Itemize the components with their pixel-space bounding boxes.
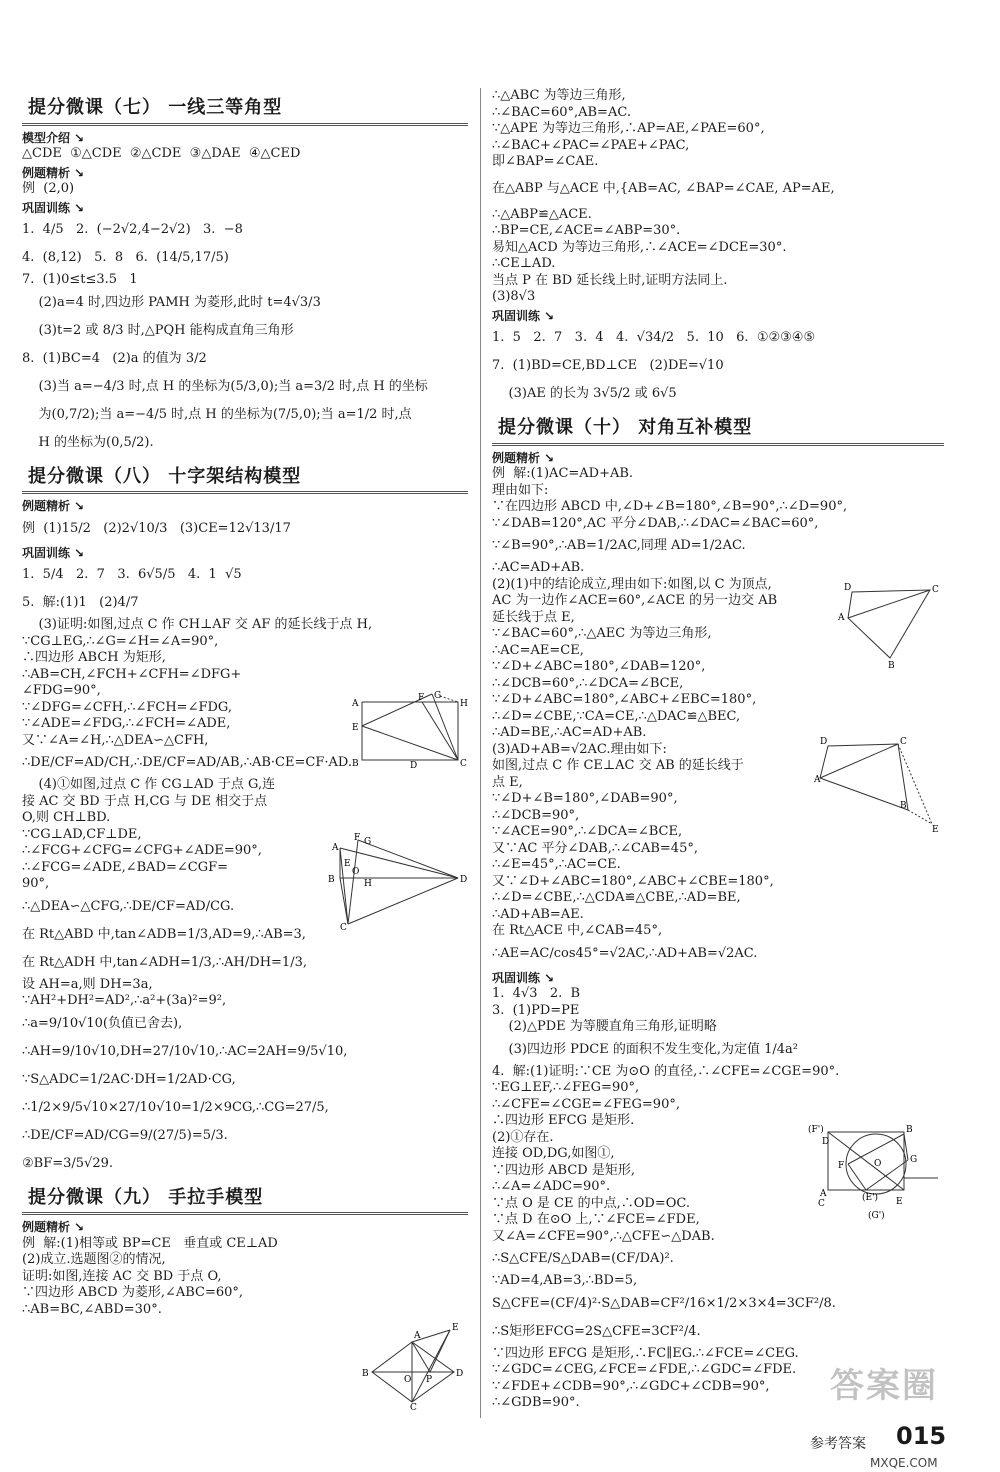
fig11-label: (E') [862,1193,879,1203]
answer-line: ∴S△CFE/S△DAB=(CF/DA)². [492,1251,674,1266]
section-9-body [22,1219,468,1318]
answer-line: 例 (2,0) [22,181,75,196]
answer-line: (2)①存在. [492,1129,554,1145]
column-divider [480,88,481,1418]
subsection-label: 巩固训练 ↘ [22,200,85,215]
answer-line: 1. 4/5 2. (−2√2,4−2√2) 3. −8 [22,222,243,237]
fig11-label: (G') [868,1211,885,1220]
answer-line: ∵∠D+∠B=180°,∠DAB=90°, [492,791,678,806]
subsection-label: 例题精析 ↘ [22,165,85,180]
answer-line: ∵∠DAB=120°,AC 平分∠DAB,∴∠DAC=∠BAC=60°, [492,515,819,531]
footer-label: 参考答案 [810,1436,866,1452]
arrow-icon: ↘ [74,165,85,180]
watermark-logo: 答案圈 [830,1366,938,1406]
answer-line: 4. (8,12) 5. 8 6. (14/5,17/5) [22,250,229,265]
answer-line: ∴a=9/10√10(负值已舍去), [22,1015,183,1031]
answer-line: ∵∠D+∠ABC=180°,∠ABC+∠EBC=180°, [492,692,757,707]
figure-circle-rectangle [808,1120,940,1220]
fig4-label: H [364,879,372,889]
answer-line: ∴S矩形EFCG=2S△CFE=3CF²/4. [492,1323,701,1339]
answer-line: ∵四边形 EFCG 是矩形,∴FC∥EG.∴∠FCE=∠CEG. [492,1345,799,1361]
answer-line: 例 解:(1)AC=AD+AB. [492,466,634,481]
answer-line: ∴四边形 EFCG 是矩形. [492,1113,635,1128]
answer-line: 在 Rt△ABD 中,tan∠ADB=1/3,AD=9,∴AB=3, [22,926,306,942]
answer-line: ∵∠ADE=∠FDG,∴∠FCH=∠ADE, [22,716,231,731]
answer-line: ∴∠D=∠CBE,∴△CDA≌△CBE,∴AD=BE, [492,890,741,905]
page-number: 015 [896,1422,947,1450]
fig11-label: E [896,1197,903,1207]
arrow-icon: ↘ [74,200,85,215]
answer-line: 又∠A=∠CFE=90°,∴△CFE∽△DAB. [492,1228,715,1244]
watermark-site: MXQE.COM [870,1456,938,1470]
answer-line: (3)AE 的长为 3√5/2 或 6√5 [492,386,677,401]
answer-line: ∴∠CFE=∠CGE=∠FEG=90°, [492,1096,680,1112]
answer-line: 即∠BAP=∠CAE. [492,154,599,169]
answer-line: (2)△PDE 为等腰直角三角形,证明略 [492,1019,717,1034]
answer-line: ∵△APE 为等边三角形,∴AP=AE,∠PAE=60°, [492,121,765,136]
answer-line: ∴1/2×9/5√10×27/10√10=1/2×9CG,∴CG=27/5, [22,1099,329,1115]
answer-line: (4)①如图,过点 C 作 CG⊥AD 于点 G,连 [22,777,276,792]
answer-line: 又∵∠D+∠ABC=180°,∠ABC+∠CBE=180°, [492,873,774,889]
fig9-label: C [410,1403,417,1410]
answer-line: 易知△ACD 为等边三角形,∴∠ACE=∠DCE=30°. [492,239,787,255]
answer-line: ∴BP=CE,∠ACE=∠ABP=30°. [492,223,681,238]
answer-line: ②BF=3/5√29. [22,1155,113,1171]
section-title-9: 提分微课（九） 手拉手模型 [22,1182,468,1216]
fig11-label: (F') [808,1125,824,1135]
answer-line: ∵∠GDC=∠CEG,∠FCE=∠FDE,∴∠GDC=∠FDE. [492,1362,797,1377]
answer-line: 90°, [22,876,50,891]
answer-line: ∴∠BAC+∠PAC=∠PAE+∠PAC, [492,137,690,153]
answer-line: 又∵AC 平分∠DAB,∴∠CAB=45°, [492,840,698,856]
answer-line: ∴△ABC 为等边三角形, [492,88,626,103]
fig5-label: H [460,699,468,709]
fig9-label: A [414,1331,421,1341]
answer-line: 7. (1)0≤t≤3.5 1 [22,272,138,287]
answer-line: 证明:如图,连接 AC 交 BD 于点 O, [22,1268,222,1284]
answer-line: ∴∠DCB=90°, [492,807,580,823]
section-title-10: 提分微课（十） 对角互补模型 [492,412,944,446]
arrow-icon: ↘ [544,308,555,323]
section-7-body [22,130,468,457]
section-title-8: 提分微课（八） 十字架结构模型 [22,461,468,495]
section-title-7: 提分微课（七） 一线三等角型 [22,92,468,126]
arrow-icon: ↘ [74,499,85,513]
fig10a-label: B [888,661,895,668]
answer-line: 4. 解:(1)证明:∵CE 为⊙O 的直径,∴∠CFE=∠CGE=90°. [492,1063,840,1079]
fig11-label: B [906,1125,913,1135]
answer-line: ∵∠DFG=∠CFH,∴∠FCH=∠FDG, [22,699,232,715]
section-9-continued [492,88,944,408]
answer-line: ∵点 D 在⊙O 上,∵∠FCE=∠FDE, [492,1212,700,1227]
fig4-label: G [364,837,372,847]
answer-line: 当点 P 在 BD 延长线上时,证明方法同上. [492,272,728,288]
arrow-icon: ↘ [74,545,85,560]
answer-line: ∴∠BAC=60°,AB=AC. [492,104,631,120]
figure-rhombus-abcd [358,1320,468,1410]
fig4-label: O [352,867,360,877]
answer-line: ∴AB=CH,∠FCH+∠CFH=∠DFG+ [22,666,242,682]
answer-line: ∴AD+AB=AE. [492,906,584,922]
answer-line: 例 (1)15/2 (2)2√10/3 (3)CE=12√13/17 [22,520,291,536]
answer-line: ∵CG⊥AD,CF⊥DE, [22,826,142,842]
fig4-label: F [354,833,361,843]
answer-line: (3)证明:如图,过点 C 作 CH⊥AF 交 AF 的延长线于点 H, [22,617,373,632]
answer-line: ∴∠A=∠ADC=90°. [492,1179,611,1194]
answer-line: ∵∠B=90°,∴AB=1/2AC,同理 AD=1/2AC. [492,538,746,553]
answer-line: ∴CE⊥AD. [492,256,556,271]
answer-line: 8. (1)BC=4 (2)a 的值为 3/2 [22,350,207,366]
fig10b-label: B [900,801,907,811]
fig4-label: A [332,843,339,853]
answer-line: 1. 5 2. 7 3. 4 4. √34/2 5. 10 6. ①②③④⑤ [492,330,816,345]
fig10a-label: C [932,585,939,595]
fig11-label: O [874,1159,882,1169]
answer-line: ∠FDG=90°, [22,683,101,698]
answer-line: ∴∠DCB=60°,∴∠DCA=∠BCE, [492,675,684,691]
fig9-label: P [426,1375,433,1385]
fig5-label: F [418,693,425,703]
answer-line: 理由如下: [492,482,549,498]
fig5-label: A [352,699,359,709]
answer-line: (3)t=2 或 8/3 时,△PQH 能构成直角三角形 [22,322,294,338]
fig10a-label: D [844,583,852,593]
answer-line: 延长线于点 E, [492,609,575,625]
answer-line: ∴DE/CF=AD/CH,∴DE/CF=AD/AB,∴AB·CE=CF·AD. [22,755,352,770]
fig4-label: C [340,923,347,930]
answer-line: 在 Rt△ACE 中,∠CAB=45°, [492,923,663,938]
arrow-icon: ↘ [544,450,555,465]
fig10b-label: A [814,775,821,785]
answer-line: ∵四边形 ABCD 为菱形,∠ABC=60°, [22,1285,244,1300]
answer-line: ∴∠FCG+∠CFG=∠CFG+∠ADE=90°, [22,843,262,858]
subsection-label: 巩固训练 ↘ [492,970,555,985]
answer-line: (2)成立.选题图②的情况, [22,1252,166,1267]
subsection-label: 例题精析 ↘ [22,1220,85,1234]
fig4-label: E [344,859,351,869]
answer-line: ∵S△ADC=1/2AC·DH=1/2AD·CG, [22,1071,236,1087]
fig5-label: E [352,723,359,733]
fig5-label: D [410,761,418,770]
answer-line: ∵EG⊥EF,∴∠FEG=90°, [492,1080,640,1095]
subsection-label: 巩固训练 ↘ [22,545,85,560]
answer-line: 又∵∠A=∠H,∴△DEA∽△CFH, [22,732,209,748]
fig11-label: C [818,1199,825,1209]
answer-line: O,则 CH⊥BD. [22,810,111,825]
answer-line: ∴AC=AE=CE, [492,642,584,658]
fig5-label: G [434,691,442,701]
answer-line: S△CFE=(CF/4)²·S△DAB=CF²/16×1/2×3×4=3CF²/8. [492,1295,836,1311]
answer-line: 在 Rt△ADH 中,tan∠ADH=1/3,∴AH/DH=1/3, [22,954,307,970]
answer-line: H 的坐标为(0,5/2). [22,434,154,450]
answer-line: ∵∠BAC=60°,∴△AEC 为等边三角形, [492,626,712,641]
answer-line: ∴∠D=∠CBE,∵CA=CE,∴△DAC≌△BEC, [492,708,741,724]
answer-line: ∵在四边形 ABCD 中,∠D+∠B=180°,∠B=90°,∴∠D=90°, [492,499,848,514]
answer-line: ∵AD=4,AB=3,∴BD=5, [492,1273,638,1288]
answer-line: 1. 5/4 2. 7 3. 6√5/5 4. 1 √5 [22,567,242,582]
fig11-label: A [820,1189,827,1199]
answer-line: ∴AE=AC/cos45°=√2AC,∴AD+AB=√2AC. [492,945,758,961]
answer-line: ∴△ABP≌△ACE. [492,206,592,222]
answer-line: ∴∠E=45°,∴AC=CE. [492,857,621,872]
answer-line: ∴四边形 ABCH 为矩形, [22,650,166,665]
figure-rectangle-abcd-cross [318,830,468,930]
fig10b-label: C [900,737,907,747]
answer-line: ∴∠FCG=∠ADE,∠BAD=∠CGF= [22,859,229,875]
answer-line: ∴△DEA∽△CFG,∴DE/CF=AD/CG. [22,898,235,914]
answer-line: ∵四边形 ABCD 是矩形, [492,1162,635,1178]
answer-line: ∵∠D+∠ABC=180°,∠DAB=120°, [492,659,706,674]
fig11-label: F [838,1161,845,1171]
answer-line: ∵CG⊥EG,∴∠G=∠H=∠A=90°, [22,633,219,649]
fig10b-label: E [932,825,939,835]
figure-quadrilateral-120 [838,578,948,668]
answer-line: ∵∠ACE=90°,∴∠DCA=∠BCE, [492,824,683,839]
fig4-label: D [460,875,468,885]
answer-line: AC 为一边作∠ACE=60°,∠ACE 的另一边交 AB [492,593,778,608]
answer-line: 3. (1)PD=PE [492,1002,580,1018]
fig9-label: D [456,1369,464,1379]
fig4-label: B [328,875,335,885]
answer-line: 1. 4√3 2. B [492,986,581,1001]
answer-line: 接 AC 交 BD 于点 H,CG 与 DE 相交于点 [22,793,268,809]
answer-line: 如图,过点 C 作 CE⊥AC 交 AB 的延长线于 [492,758,744,773]
fig5-label: B [352,759,359,769]
answer-line: (3)8√3 [492,289,536,304]
fig9-label: O [404,1375,412,1385]
answer-line: ∴AH=9/10√10,DH=27/10√10,∴AC=2AH=9/5√10, [22,1043,348,1059]
answer-line: ∴AD=BE,∴AC=AD+AB. [492,725,647,740]
answer-line: △CDE ①△CDE ②△CDE ③△DAE ④△CED [22,146,301,161]
answer-line: 在△ABP 与△ACE 中,{AB=AC, ∠BAP=∠CAE, AP=AE, [492,180,835,196]
fig10a-label: A [838,613,845,623]
answer-line: 7. (1)BD=CE,BD⊥CE (2)DE=√10 [492,358,724,373]
fig9-label: B [362,1369,369,1379]
answer-line: ∵AH²+DH²=AD²,∴a²+(3a)²=9², [22,993,227,1008]
answer-line: 设 AH=a,则 DH=3a, [22,976,153,992]
fig11-label: D [822,1137,830,1147]
answer-line: 连接 OD,DG,如图①, [492,1146,615,1161]
answer-line: (3)四边形 PDCE 的面积不发生变化,为定值 1/4a² [492,1041,798,1057]
arrow-icon: ↘ [74,1220,85,1234]
answer-line: 点 E, [492,774,523,790]
subsection-label: 巩固训练 ↘ [492,308,555,323]
subsection-label: 例题精析 ↘ [492,450,555,465]
fig11-label: G [910,1155,918,1165]
figure-rectangle-abch [340,690,470,770]
subsection-label: 例题精析 ↘ [22,499,85,513]
answer-line: ∵点 O 是 CE 的中点,∴OD=OC. [492,1195,691,1211]
answer-line: 5. 解:(1)1 (2)4/7 [22,595,139,610]
answer-line: ∴DE/CF=AD/CG=9/(27/5)=5/3. [22,1127,228,1143]
answer-line: ∴AB=BC,∠ABD=30°. [22,1301,162,1317]
answer-line: 例 解:(1)相等或 BP=CE 垂直或 CE⊥AD [22,1235,278,1251]
figure-quadrilateral-90 [814,732,944,842]
arrow-icon: ↘ [74,130,85,145]
arrow-icon: ↘ [544,970,555,985]
answer-line: (3)当 a=−4/3 时,点 H 的坐标为(5/3,0);当 a=3/2 时,点 H 的坐标 [22,378,428,394]
fig10b-label: D [820,737,828,747]
answer-line: (2)a=4 时,四边形 PAMH 为菱形,此时 t=4√3/3 [22,294,321,310]
fig5-label: C [460,759,467,769]
answer-line: ∴AC=AD+AB. [492,560,585,575]
answer-line: ∵∠FDE+∠CDB=90°,∴∠GDC+∠CDB=90°, [492,1378,770,1394]
answer-line: (3)AD+AB=√2AC.理由如下: [492,741,667,757]
fig9-label: E [452,1323,459,1333]
answer-line: (2)(1)中的结论成立,理由如下:如图,以 C 为顶点, [492,576,772,592]
answer-line: 为(0,7/2);当 a=−4/5 时,点 H 的坐标为(7/5,0);当 a=1/2 时,点 [22,406,412,422]
answer-line: ∴∠GDB=90°. [492,1395,580,1410]
subsection-label: 模型介绍 ↘ [22,130,85,145]
